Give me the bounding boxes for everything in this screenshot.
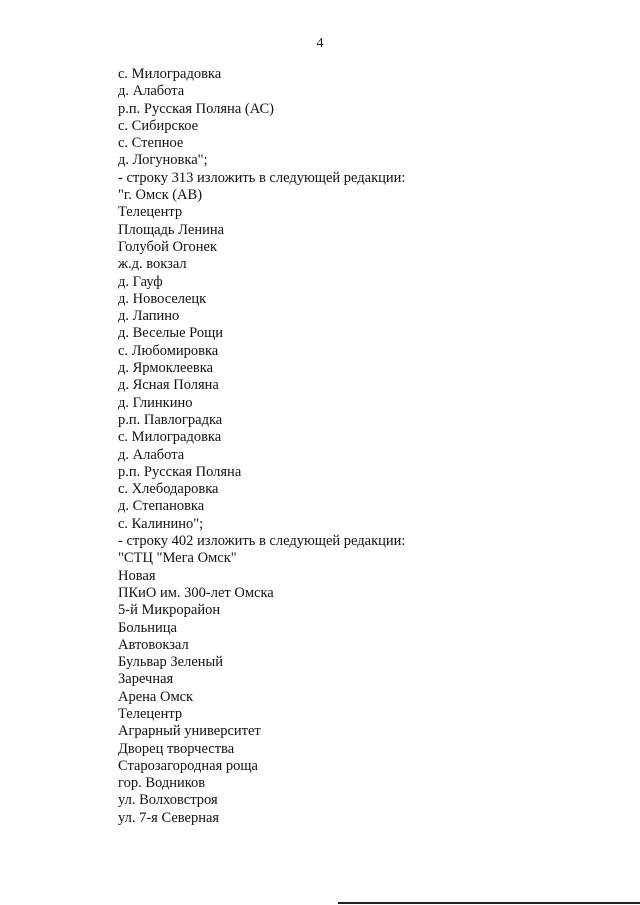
document-line: Телецентр	[118, 705, 183, 722]
document-line: Арена Омск	[118, 688, 194, 705]
document-line: р.п. Русская Поляна	[118, 463, 242, 480]
document-line: Старозагородная роща	[118, 757, 258, 774]
document-line: с. Любомировка	[118, 342, 219, 359]
document-line: с. Хлебодаровка	[118, 481, 219, 498]
document-line: д. Лапино	[118, 308, 180, 325]
document-line: Телецентр	[118, 204, 183, 221]
document-line: Аграрный университет	[118, 723, 261, 740]
document-line: д. Ясная Поляна	[118, 377, 219, 394]
document-line: Бульвар Зеленый	[118, 654, 224, 671]
document-line: гор. Водников	[118, 775, 206, 792]
document-line: "г. Омск (АВ)	[118, 187, 203, 204]
document-line: д. Веселые Рощи	[118, 325, 224, 342]
document-line: Автовокзал	[118, 636, 189, 653]
document-line: р.п. Русская Поляна (АС)	[118, 100, 274, 117]
document-line: с. Калинино";	[118, 515, 204, 532]
document-line: Площадь Ленина	[118, 221, 225, 238]
page-number: 4	[316, 36, 324, 51]
document-line: р.п. Павлоградка	[118, 411, 223, 428]
document-line: - строку 402 изложить в следующей редакции:	[118, 533, 406, 550]
footer-rule	[338, 902, 640, 904]
document-line: с. Степное	[118, 135, 184, 152]
document-line: - строку 313 изложить в следующей редакции:	[118, 169, 406, 186]
document-line: Заречная	[118, 671, 174, 688]
document-line: Дворец творчества	[118, 740, 235, 757]
document-line: Больница	[118, 619, 177, 636]
document-line: с. Милоградовка	[118, 66, 222, 82]
document-line: ж.д. вокзал	[118, 256, 187, 273]
document-line: д. Ярмоклеевка	[118, 360, 214, 377]
document-line: д. Логуновка";	[118, 152, 208, 169]
document-line: с. Милоградовка	[118, 429, 222, 446]
document-line: ПКиО им. 300-лет Омска	[118, 584, 274, 601]
document-line: д. Степановка	[118, 498, 205, 515]
document-line: д. Новоселецк	[118, 290, 207, 307]
document-line: Голубой Огонек	[118, 238, 218, 255]
document-line: ул. 7-я Северная	[118, 809, 220, 826]
document-line: "СТЦ "Мега Омск"	[118, 550, 237, 567]
document-line: ул. Волховстроя	[118, 792, 218, 809]
document-line: д. Алабота	[118, 83, 185, 100]
document-line: д. Алабота	[118, 446, 185, 463]
document-line: д. Гауф	[118, 273, 163, 290]
document-line: Новая	[118, 567, 156, 584]
document-body	[118, 66, 598, 827]
document-line: 5-й Микрорайон	[118, 602, 221, 619]
document-line: д. Глинкино	[118, 394, 193, 411]
document-line: с. Сибирское	[118, 117, 199, 134]
